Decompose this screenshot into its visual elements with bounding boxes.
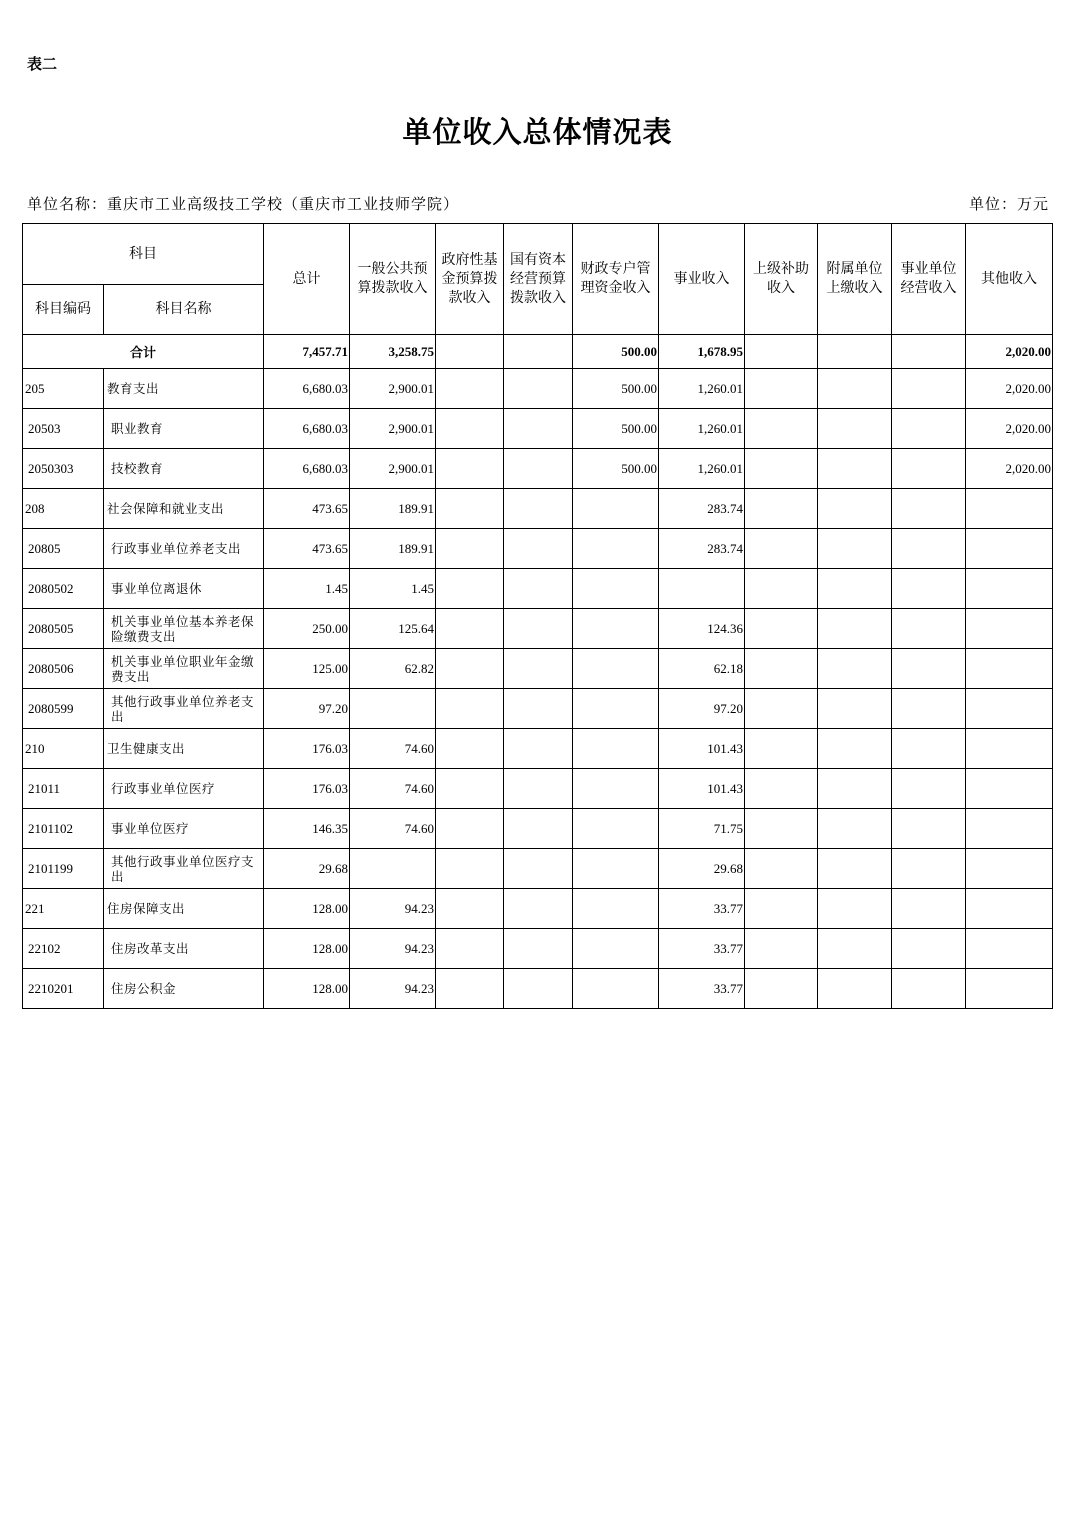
amount-cell [892, 689, 966, 729]
table-tag: 表二 [27, 55, 58, 73]
currency-unit: 单位：万元 [968, 195, 1049, 213]
column-header-line: 上级补助 [753, 261, 809, 277]
amount-cell [573, 969, 659, 1009]
subject-name: 社会保障和就业支出 [104, 489, 264, 529]
amount-cell [745, 849, 818, 889]
amount-cell [504, 689, 573, 729]
amount-cell [573, 489, 659, 529]
column-header-line: 拨款收入 [510, 289, 566, 306]
amount-cell [818, 969, 892, 1009]
amount-cell: 74.60 [350, 809, 436, 849]
total-label: 合计 [23, 335, 264, 369]
subject-code: 2101102 [23, 809, 104, 849]
amount-cell [573, 929, 659, 969]
amount-cell: 1,260.01 [659, 409, 745, 449]
amount-cell [436, 849, 504, 889]
column-header-line: 款收入 [448, 289, 491, 306]
column-header-line: 上缴收入 [826, 280, 883, 296]
subject-name: 教育支出 [104, 369, 264, 409]
amount-cell [745, 369, 818, 409]
amount-cell: 2,900.01 [350, 409, 436, 449]
amount-cell [818, 649, 892, 689]
amount-cell [573, 769, 659, 809]
amount-cell: 1.45 [350, 569, 436, 609]
table-row [23, 969, 1053, 1009]
subject-code: 208 [23, 489, 104, 529]
total-cell: 7,457.71 [264, 335, 350, 369]
table-row [23, 689, 1053, 729]
amount-cell [436, 769, 504, 809]
amount-cell [504, 369, 573, 409]
amount-cell [745, 769, 818, 809]
subject-code: 20503 [23, 409, 104, 449]
amount-cell: 2,020.00 [966, 449, 1053, 489]
column-header-line: 经营收入 [900, 280, 957, 296]
table-row [23, 769, 1053, 809]
amount-cell [892, 449, 966, 489]
amount-cell [745, 689, 818, 729]
amount-cell [818, 529, 892, 569]
amount-cell [504, 529, 573, 569]
column-header-line: 金预算拨 [441, 270, 498, 287]
total-row [23, 335, 1053, 369]
total-cell: 2,020.00 [966, 335, 1053, 369]
amount-cell [436, 369, 504, 409]
amount-cell [745, 449, 818, 489]
amount-cell [504, 409, 573, 449]
column-header [966, 224, 1053, 335]
amount-cell [436, 569, 504, 609]
subject-code: 221 [23, 889, 104, 929]
amount-cell [892, 609, 966, 649]
amount-cell: 2,900.01 [350, 449, 436, 489]
column-header-line: 理资金收入 [580, 280, 651, 296]
amount-cell [966, 609, 1053, 649]
total-cell [436, 335, 504, 369]
column-header [264, 224, 350, 335]
amount-cell [818, 689, 892, 729]
amount-cell [966, 649, 1053, 689]
amount-cell [350, 849, 436, 889]
amount-cell: 6,680.03 [264, 449, 350, 489]
amount-cell [745, 889, 818, 929]
amount-cell [892, 889, 966, 929]
subject-code-header: 科目编码 [23, 285, 104, 335]
amount-cell: 473.65 [264, 529, 350, 569]
amount-cell [504, 889, 573, 929]
amount-cell: 500.00 [573, 449, 659, 489]
amount-cell: 101.43 [659, 769, 745, 809]
table-row [23, 409, 1053, 449]
amount-cell: 176.03 [264, 729, 350, 769]
subject-code: 21011 [23, 769, 104, 809]
amount-cell [504, 969, 573, 1009]
amount-cell: 125.64 [350, 609, 436, 649]
table-row [23, 529, 1053, 569]
table-row [23, 449, 1053, 489]
amount-cell: 94.23 [350, 889, 436, 929]
subject-code: 2080505 [23, 609, 104, 649]
subject-code: 210 [23, 729, 104, 769]
amount-cell [966, 969, 1053, 1009]
table-row [23, 889, 1053, 929]
amount-cell: 189.91 [350, 489, 436, 529]
table-row [23, 489, 1053, 529]
column-header-line: 事业收入 [673, 270, 730, 287]
amount-cell: 62.82 [350, 649, 436, 689]
amount-cell [745, 929, 818, 969]
amount-cell [436, 969, 504, 1009]
amount-cell [966, 689, 1053, 729]
amount-cell [436, 809, 504, 849]
subject-name: 机关事业单位职业年金缴费支出 [104, 649, 264, 689]
amount-cell [573, 889, 659, 929]
subject-name: 其他行政事业单位养老支出 [104, 689, 264, 729]
subject-name: 机关事业单位基本养老保险缴费支出 [104, 609, 264, 649]
column-header-line: 政府性基 [441, 251, 498, 268]
amount-cell: 2,020.00 [966, 409, 1053, 449]
amount-cell: 176.03 [264, 769, 350, 809]
total-cell: 500.00 [573, 335, 659, 369]
table-row [23, 569, 1053, 609]
amount-cell [745, 609, 818, 649]
column-header-line: 经营预算 [510, 270, 566, 287]
amount-cell [892, 849, 966, 889]
amount-cell [504, 489, 573, 529]
amount-cell: 101.43 [659, 729, 745, 769]
amount-cell: 1,260.01 [659, 449, 745, 489]
amount-cell [504, 569, 573, 609]
amount-cell [892, 409, 966, 449]
amount-cell [504, 769, 573, 809]
table-row [23, 929, 1053, 969]
amount-cell [504, 929, 573, 969]
amount-cell: 146.35 [264, 809, 350, 849]
amount-cell [818, 889, 892, 929]
amount-cell [436, 929, 504, 969]
amount-cell: 250.00 [264, 609, 350, 649]
amount-cell: 33.77 [659, 969, 745, 1009]
column-header [436, 224, 504, 335]
amount-cell [745, 969, 818, 1009]
amount-cell: 473.65 [264, 489, 350, 529]
amount-cell [504, 449, 573, 489]
column-header-line: 算拨款收入 [357, 280, 428, 296]
amount-cell [436, 609, 504, 649]
amount-cell: 2,020.00 [966, 369, 1053, 409]
column-header-line: 其他收入 [981, 270, 1037, 287]
unit-name: 单位名称：重庆市工业高级技工学校（重庆市工业技师学院） [27, 195, 460, 213]
table-row [23, 369, 1053, 409]
amount-cell [504, 849, 573, 889]
amount-cell [504, 609, 573, 649]
subject-name-header: 科目名称 [104, 285, 264, 335]
column-header [892, 224, 966, 335]
amount-cell [436, 529, 504, 569]
subject-code: 2080599 [23, 689, 104, 729]
amount-cell [892, 769, 966, 809]
column-header-line: 一般公共预 [357, 261, 428, 277]
amount-cell [892, 369, 966, 409]
amount-cell [818, 769, 892, 809]
amount-cell [892, 929, 966, 969]
amount-cell: 71.75 [659, 809, 745, 849]
subject-name: 卫生健康支出 [104, 729, 264, 769]
table-row [23, 809, 1053, 849]
column-header-line: 总计 [292, 270, 321, 287]
amount-cell [504, 809, 573, 849]
total-cell [745, 335, 818, 369]
amount-cell [966, 529, 1053, 569]
amount-cell [818, 409, 892, 449]
amount-cell [745, 489, 818, 529]
amount-cell: 97.20 [264, 689, 350, 729]
amount-cell: 128.00 [264, 929, 350, 969]
amount-cell [892, 529, 966, 569]
subject-name: 行政事业单位养老支出 [104, 529, 264, 569]
subject-name: 行政事业单位医疗 [104, 769, 264, 809]
amount-cell [573, 809, 659, 849]
total-cell: 1,678.95 [659, 335, 745, 369]
subject-name: 住房公积金 [104, 969, 264, 1009]
table-row [23, 609, 1053, 649]
amount-cell [892, 569, 966, 609]
amount-cell: 94.23 [350, 929, 436, 969]
page-title: 单位收入总体情况表 [402, 115, 673, 149]
amount-cell [436, 449, 504, 489]
total-cell: 3,258.75 [350, 335, 436, 369]
amount-cell [966, 769, 1053, 809]
amount-cell [818, 929, 892, 969]
subject-name: 其他行政事业单位医疗支出 [104, 849, 264, 889]
amount-cell [892, 489, 966, 529]
table-row [23, 849, 1053, 889]
amount-cell [573, 609, 659, 649]
total-cell [818, 335, 892, 369]
subject-code: 22102 [23, 929, 104, 969]
subject-code: 205 [23, 369, 104, 409]
amount-cell [818, 489, 892, 529]
subject-code: 2210201 [23, 969, 104, 1009]
amount-cell [818, 369, 892, 409]
amount-cell: 29.68 [264, 849, 350, 889]
amount-cell [818, 809, 892, 849]
amount-cell [966, 889, 1053, 929]
amount-cell: 500.00 [573, 409, 659, 449]
amount-cell: 283.74 [659, 529, 745, 569]
amount-cell [436, 889, 504, 929]
amount-cell: 1,260.01 [659, 369, 745, 409]
amount-cell [892, 969, 966, 1009]
subject-header: 科目 [23, 224, 264, 285]
amount-cell: 74.60 [350, 769, 436, 809]
amount-cell: 94.23 [350, 969, 436, 1009]
subject-code: 2080502 [23, 569, 104, 609]
amount-cell [818, 569, 892, 609]
amount-cell: 1.45 [264, 569, 350, 609]
amount-cell [966, 729, 1053, 769]
amount-cell [966, 489, 1053, 529]
table-row [23, 649, 1053, 689]
amount-cell [966, 849, 1053, 889]
subject-name: 事业单位医疗 [104, 809, 264, 849]
amount-cell: 500.00 [573, 369, 659, 409]
amount-cell [504, 729, 573, 769]
subject-name: 职业教育 [104, 409, 264, 449]
amount-cell [892, 809, 966, 849]
column-header-line: 国有资本 [510, 251, 566, 268]
column-header-line: 财政专户管 [580, 261, 651, 277]
amount-cell: 128.00 [264, 969, 350, 1009]
amount-cell: 283.74 [659, 489, 745, 529]
subject-name: 住房改革支出 [104, 929, 264, 969]
subject-code: 2080506 [23, 649, 104, 689]
table-row [23, 729, 1053, 769]
amount-cell: 189.91 [350, 529, 436, 569]
subject-code: 2101199 [23, 849, 104, 889]
column-header [350, 224, 436, 335]
amount-cell: 33.77 [659, 929, 745, 969]
amount-cell [745, 409, 818, 449]
subject-name: 技校教育 [104, 449, 264, 489]
amount-cell [745, 649, 818, 689]
column-header [659, 224, 745, 335]
amount-cell: 6,680.03 [264, 369, 350, 409]
amount-cell: 97.20 [659, 689, 745, 729]
amount-cell [573, 529, 659, 569]
column-header [573, 224, 659, 335]
column-header-line: 事业单位 [900, 261, 957, 277]
column-header [745, 224, 818, 335]
amount-cell: 2,900.01 [350, 369, 436, 409]
total-cell [504, 335, 573, 369]
amount-cell [659, 569, 745, 609]
amount-cell [745, 529, 818, 569]
amount-cell [573, 689, 659, 729]
amount-cell [745, 809, 818, 849]
column-header-line: 附属单位 [826, 261, 883, 277]
column-header [504, 224, 573, 335]
subject-name: 住房保障支出 [104, 889, 264, 929]
amount-cell [573, 849, 659, 889]
amount-cell [504, 649, 573, 689]
income-table [22, 223, 1053, 1009]
amount-cell [745, 729, 818, 769]
amount-cell [436, 409, 504, 449]
amount-cell [436, 689, 504, 729]
amount-cell: 74.60 [350, 729, 436, 769]
amount-cell [573, 649, 659, 689]
amount-cell: 33.77 [659, 889, 745, 929]
amount-cell [892, 729, 966, 769]
total-cell [892, 335, 966, 369]
column-header-line: 收入 [767, 280, 795, 296]
amount-cell [818, 849, 892, 889]
amount-cell [966, 569, 1053, 609]
amount-cell [818, 729, 892, 769]
amount-cell [966, 809, 1053, 849]
amount-cell [436, 489, 504, 529]
subject-code: 20805 [23, 529, 104, 569]
amount-cell: 29.68 [659, 849, 745, 889]
amount-cell [892, 649, 966, 689]
amount-cell [573, 569, 659, 609]
subject-code: 2050303 [23, 449, 104, 489]
amount-cell [436, 649, 504, 689]
subject-name: 事业单位离退休 [104, 569, 264, 609]
amount-cell: 6,680.03 [264, 409, 350, 449]
amount-cell [818, 609, 892, 649]
amount-cell [745, 569, 818, 609]
column-header [818, 224, 892, 335]
amount-cell: 62.18 [659, 649, 745, 689]
amount-cell: 124.36 [659, 609, 745, 649]
amount-cell [436, 729, 504, 769]
amount-cell [966, 929, 1053, 969]
amount-cell [573, 729, 659, 769]
amount-cell [818, 449, 892, 489]
amount-cell: 128.00 [264, 889, 350, 929]
amount-cell: 125.00 [264, 649, 350, 689]
amount-cell [350, 689, 436, 729]
